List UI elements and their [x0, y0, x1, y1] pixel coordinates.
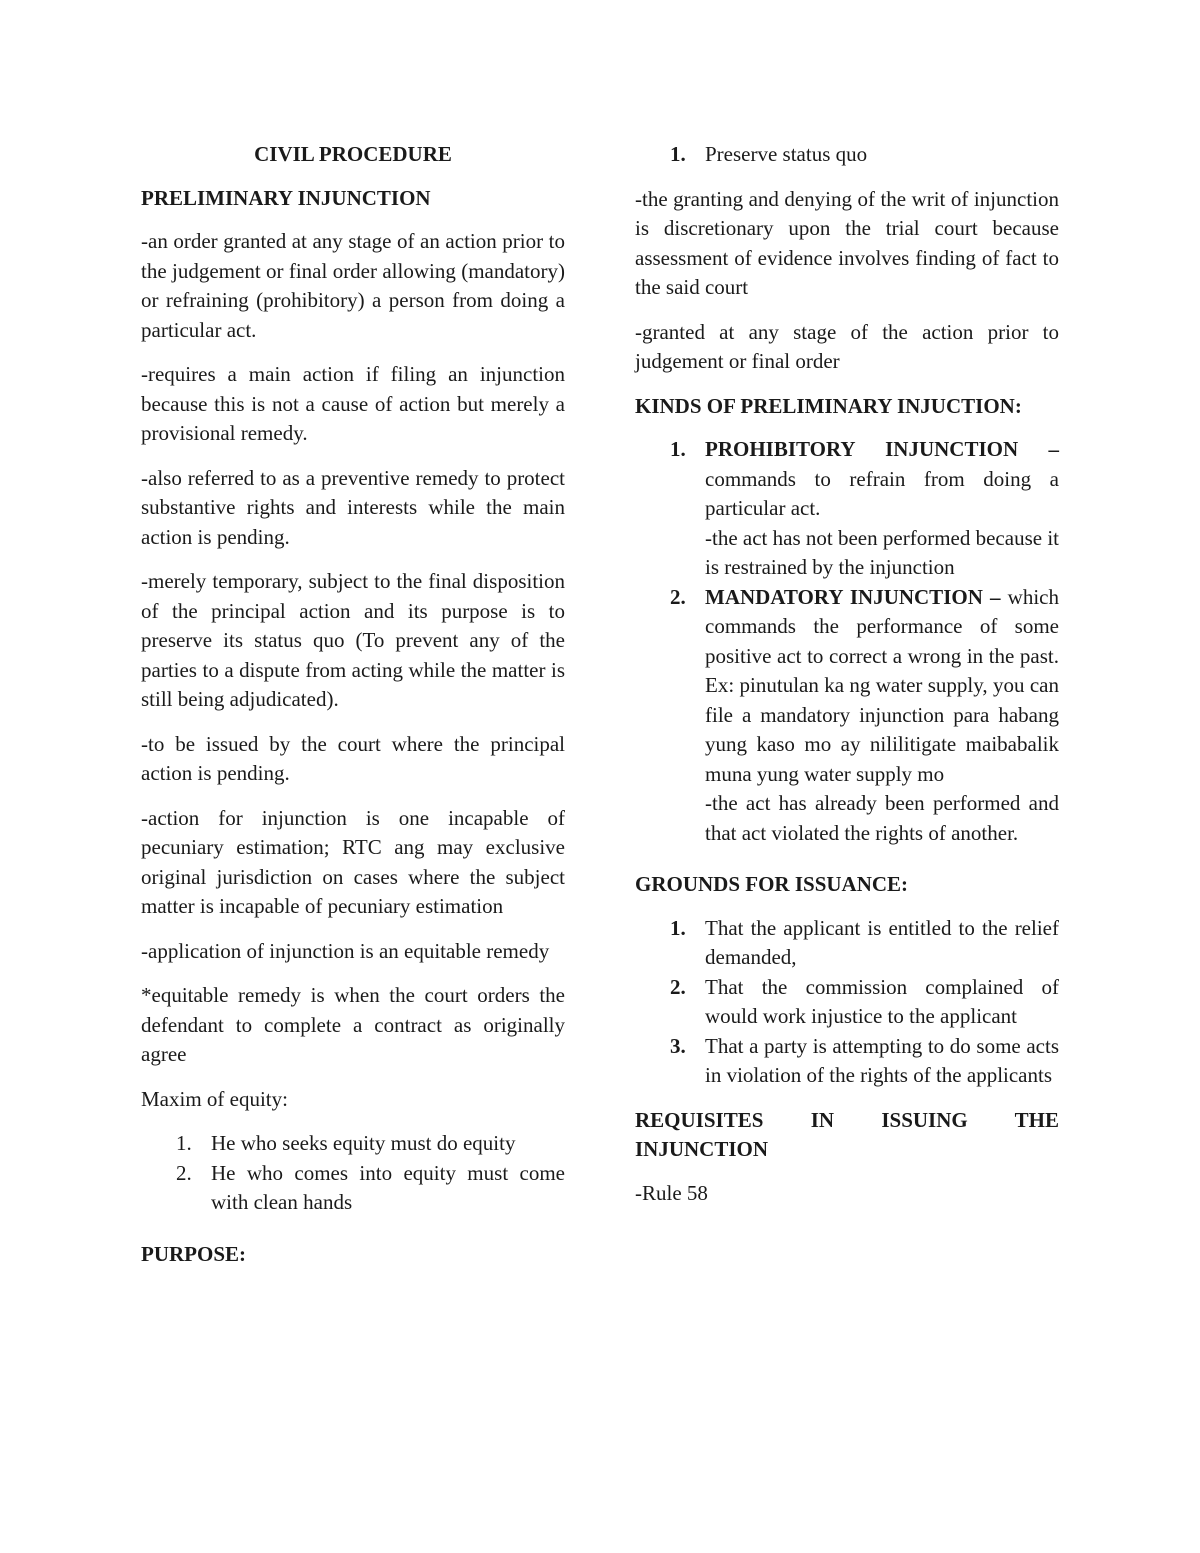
list-item — [635, 583, 1059, 849]
document-title: CIVIL PROCEDURE — [254, 142, 452, 166]
list-item — [141, 1129, 565, 1159]
rule-reference: -Rule 58 — [635, 1180, 708, 1205]
paragraph: *equitable remedy is when the court orders the defendant to complete a contract as originally agree — [141, 983, 565, 1066]
maxim-label: Maxim of equity: — [141, 1086, 288, 1111]
list-number: 1. — [176, 1131, 192, 1155]
list-item-text: He who seeks equity must do equity — [211, 1131, 516, 1155]
right-column — [635, 140, 1059, 1223]
list-item — [635, 973, 1059, 1032]
paragraph: -also referred to as a preventive remedy to protect substantive rights and interests while the main action is pending. — [141, 465, 565, 549]
kind-label: MANDATORY INJUNCTION – — [705, 584, 1001, 609]
purpose-list — [635, 140, 1059, 170]
list-number: 1. — [670, 915, 686, 940]
list-number: 2. — [670, 584, 686, 609]
kind-note: -the act has not been performed because it is restrained by the injunction — [705, 525, 1059, 579]
kind-note: -the act has already been performed and that act violated the rights of another. — [705, 791, 1059, 845]
list-number: 2. — [176, 1160, 192, 1185]
section-heading-grounds: GROUNDS FOR ISSUANCE: — [635, 872, 909, 896]
kind-description: which commands the performance of some positive act to correct a wrong in the past. Ex: pinutulan ka ng water supply, you can file a mandatory injunction para habang yung kaso mo ay nililitigate maibabalik muna yung water supply mo — [705, 584, 1059, 786]
paragraph: -action for injunction is one incapable of pecuniary estimation; RTC ang may exclusive original jurisdiction on cases where the subject matter is incapable of pecuniary estimation — [141, 805, 565, 918]
kind-description: commands to refrain from doing a particular act. — [705, 466, 1059, 520]
list-item — [635, 435, 1059, 583]
list-item — [635, 914, 1059, 973]
paragraph: -application of injunction is an equitable remedy — [141, 938, 550, 963]
list-item-text: Preserve status quo — [705, 142, 868, 166]
list-item-text: That the applicant is entitled to the relief demanded, — [705, 915, 1059, 969]
kinds-list — [635, 435, 1059, 848]
list-item-text: He who comes into equity must come with clean hands — [211, 1160, 565, 1214]
paragraph: -merely temporary, subject to the final disposition of the principal action and its purpose is to preserve its status quo (To prevent any of the parties to a dispute from acting while the matter is still being adjudicated). — [141, 569, 565, 711]
list-number: 1. — [670, 142, 686, 166]
section-heading-preliminary-injunction: PRELIMINARY INJUNCTION — [141, 185, 431, 210]
paragraph: -granted at any stage of the action prior to judgement or final order — [635, 319, 1059, 373]
section-heading-kinds: KINDS OF PRELIMINARY INJUCTION: — [635, 393, 1022, 418]
list-item-text: That the commission complained of would work injustice to the applicant — [705, 974, 1059, 1028]
paragraph: -the granting and denying of the writ of injunction is discretionary upon the trial court because assessment of evidence involves finding of fact to the said court — [635, 186, 1059, 299]
kind-label: PROHIBITORY INJUNCTION – — [705, 437, 1059, 461]
list-number: 2. — [670, 974, 686, 999]
list-number: 3. — [670, 1033, 686, 1058]
grounds-list — [635, 914, 1059, 1091]
paragraph: -to be issued by the court where the principal action is pending. — [141, 731, 565, 785]
list-item — [141, 1159, 565, 1218]
section-heading-requisites: REQUISITES IN ISSUING THE INJUNCTION — [635, 1107, 1059, 1161]
section-heading-purpose: PURPOSE: — [141, 1241, 246, 1266]
list-item — [635, 140, 1059, 170]
paragraph: -requires a main action if filing an injunction because this is not a cause of action but merely a provisional remedy. — [141, 362, 565, 445]
list-item-text: That a party is attempting to do some acts in violation of the rights of the applicants — [705, 1033, 1059, 1087]
list-item — [635, 1032, 1059, 1091]
left-column — [141, 140, 565, 1283]
list-number: 1. — [670, 437, 686, 461]
maxim-list — [141, 1129, 565, 1218]
paragraph: -an order granted at any stage of an action prior to the judgement or final order allowing (mandatory) or refraining (prohibitory) a person from doing a particular act. — [141, 229, 565, 342]
